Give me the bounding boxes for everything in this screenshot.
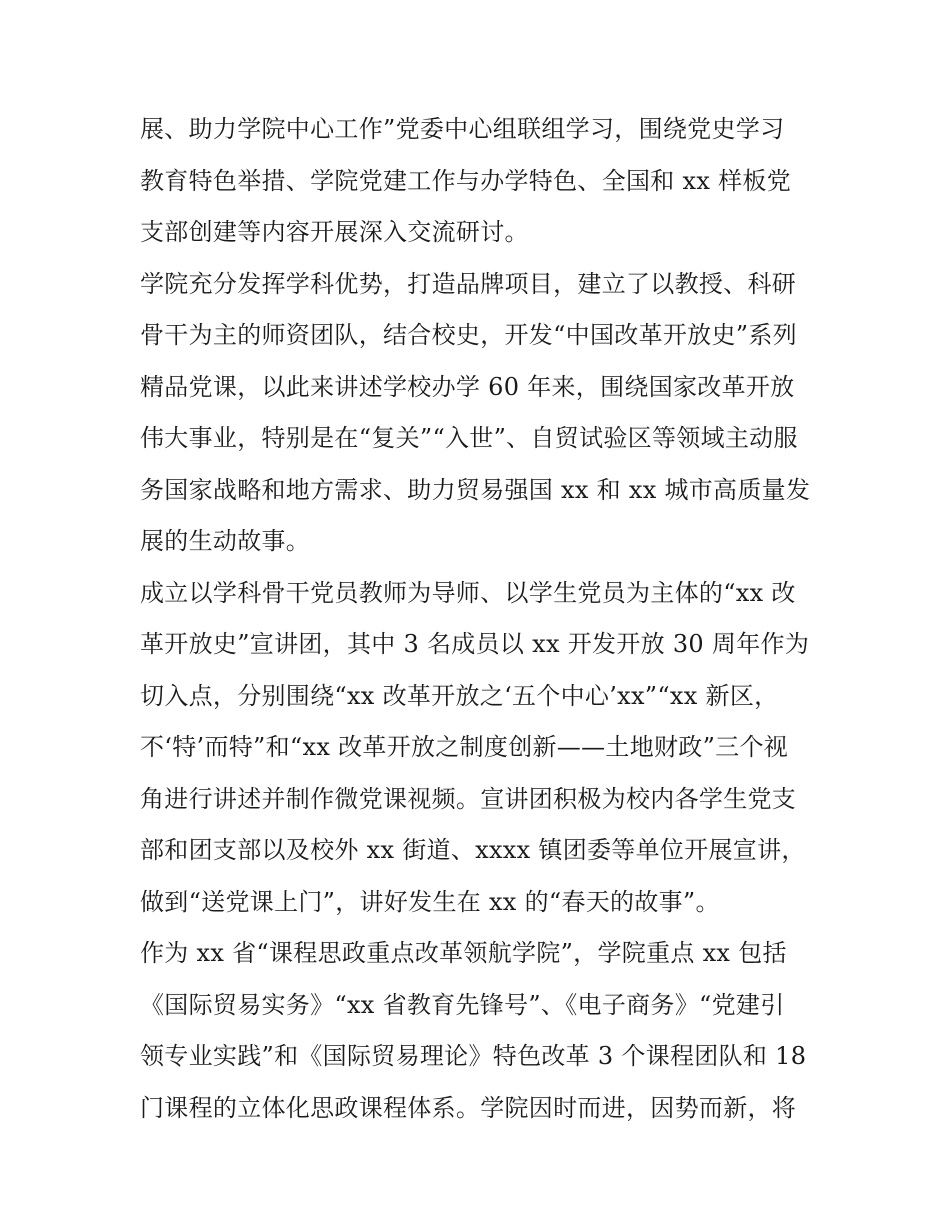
text-line: 领专业实践”和《国际贸易理论》特色改革 3 个课程团队和 18 xyxy=(140,1042,807,1070)
body-text xyxy=(140,104,820,1134)
text-line: 展的生动故事。 xyxy=(140,527,311,555)
text-line: 伟大事业，特别是在“复关”“入世”、自贸试验区等领域主动服 xyxy=(140,424,798,452)
text-line: 骨干为主的师资团队，结合校史，开发“中国改革开放史”系列 xyxy=(140,321,797,349)
text-line: 支部创建等内容开展深入交流研讨。 xyxy=(140,218,529,246)
text-line: 革开放史”宣讲团，其中 3 名成员以 xx 开发开放 30 周年作为 xyxy=(140,630,810,658)
text-line: 教育特色举措、学院党建工作与办学特色、全国和 xx 样板党 xyxy=(140,166,792,195)
text-line: 不‘特’而特”和“xx 改革开放之制度创新——土地财政”三个视 xyxy=(140,733,789,761)
text-line: 做到“送党课上门”，讲好发生在 xx 的“春天的故事”。 xyxy=(140,887,720,916)
text-line: 角进行讲述并制作微党课视频。宣讲团积极为校内各学生党支 xyxy=(140,784,797,813)
text-line: 精品党课，以此来讲述学校办学 60 年来，围绕国家改革开放 xyxy=(140,372,795,401)
text-line: 展、助力学院中心工作”党委中心组联组学习，围绕党史学习 xyxy=(140,115,785,143)
text-line: 学院充分发挥学科优势，打造品牌项目，建立了以教授、科研 xyxy=(140,269,797,298)
text-line: 部和团支部以及校外 xx 街道、xxxx 镇团委等单位开展宣讲， xyxy=(140,836,806,864)
text-line: 务国家战略和地方需求、助力贸易强国 xx 和 xx 城市高质量发 xyxy=(140,475,811,504)
text-line: 作为 xx 省“课程思政重点改革领航学院”，学院重点 xx 包括 xyxy=(140,939,787,967)
text-line: 切入点，分别围绕“xx 改革开放之‘五个中心’xx”“xx 新区， xyxy=(140,681,779,710)
text-line: 《国际贸易实务》“xx 省教育先锋号”、《电子商务》“党建引 xyxy=(140,990,785,1019)
text-line: 门课程的立体化思政课程体系。学院因时而进，因势而新，将 xyxy=(140,1093,797,1122)
text-line: 成立以学科骨干党员教师为导师、以学生党员为主体的“xx 改 xyxy=(140,578,796,607)
